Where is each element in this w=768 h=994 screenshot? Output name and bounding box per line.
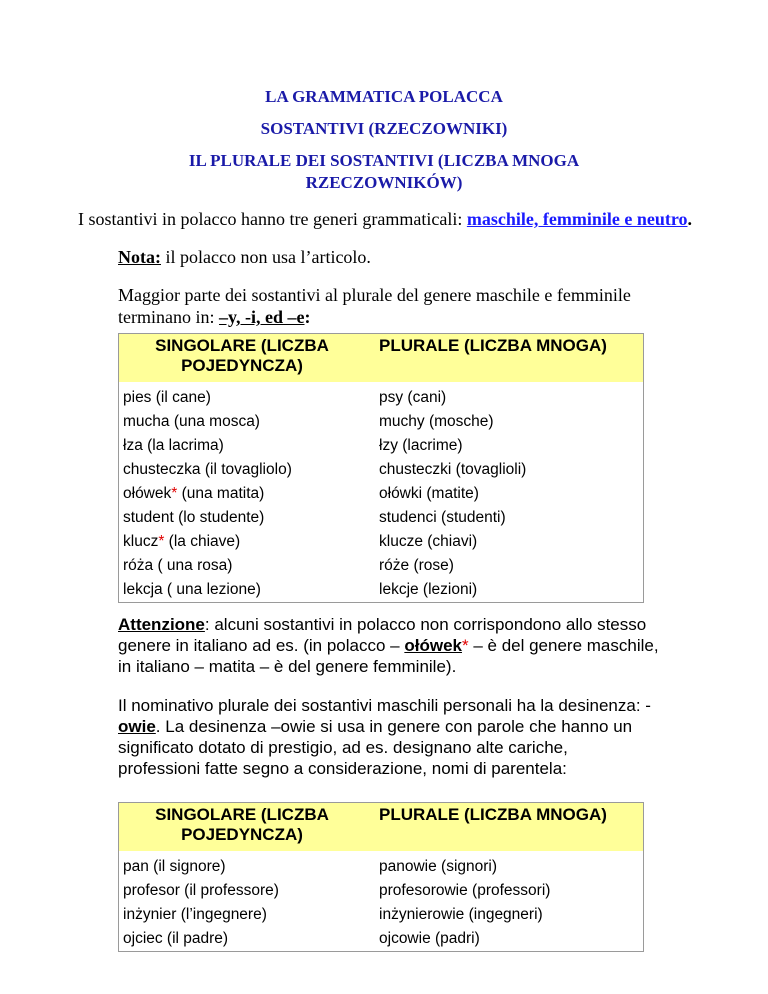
- page-title: LA GRAMMATICA POLACCA: [265, 87, 503, 106]
- cell-singular: inżynier (l’ingegnere): [123, 905, 267, 923]
- cell-plural: ołówki (matite): [379, 484, 479, 502]
- asterisk-mark: *: [158, 532, 165, 550]
- table-header-row: [119, 803, 644, 851]
- cell-singular: lekcja ( una lezione): [123, 580, 261, 598]
- cell-plural: panowie (signori): [379, 857, 498, 875]
- attenzione-word: ołówek: [404, 636, 462, 655]
- table-header-row: [119, 334, 644, 382]
- cell-singular: profesor (il professore): [123, 881, 279, 899]
- nominativo-paragraph: [118, 695, 653, 779]
- word-translation: (una matita): [177, 484, 265, 502]
- intro-end: .: [687, 209, 692, 229]
- singular-plural-table-2: [118, 802, 644, 952]
- intro-paragraph: [78, 208, 758, 230]
- cell-plural: studenci (studenti): [379, 508, 506, 526]
- plural-colon: :: [304, 307, 311, 327]
- cell-singular: [119, 482, 366, 506]
- word-translation: (la chiave): [164, 532, 241, 550]
- table-row: [119, 410, 644, 434]
- table-row: [119, 879, 644, 903]
- cell-plural: róże (rose): [379, 556, 454, 574]
- word-olowek: ołówek: [123, 484, 172, 502]
- topic-title-line1: IL PLURALE DEI SOSTANTIVI (LICZBA MNOGA: [188, 151, 580, 170]
- cell-singular: ojciec (il padre): [123, 929, 229, 947]
- singular-plural-table-1: [118, 333, 644, 603]
- nominativo-text-1: Il nominativo plurale dei sostantivi maschili personali ha la desinenza: -: [118, 696, 651, 715]
- cell-singular: [119, 530, 366, 554]
- header-plural: PLURALE (LICZBA MNOGA): [365, 334, 644, 382]
- plural-endings: –y, -i, ed –e: [218, 307, 305, 327]
- table-row: [119, 434, 644, 458]
- attenzione-paragraph: [118, 614, 663, 677]
- header-singular: SINGOLARE (LICZBA POJEDYNCZA): [119, 334, 366, 382]
- table-row: [119, 530, 644, 554]
- word-klucz: klucz: [123, 532, 159, 550]
- cell-plural: klucze (chiavi): [379, 532, 478, 550]
- nominativo-text-2: . La desinenza –owie si usa in genere con parole che hanno un significato dotato di prestigio, ad es. designano alte cariche, professioni fatte segno a considerazione, nomi di parentela:: [118, 717, 633, 778]
- cell-plural: inżynierowie (ingegneri): [379, 905, 543, 923]
- table-row: [119, 554, 644, 578]
- nota-paragraph: [118, 246, 718, 268]
- table-row: [119, 482, 644, 506]
- cell-singular: mucha (una mosca): [123, 412, 260, 430]
- table-row: [119, 506, 644, 530]
- cell-singular: róża ( una rosa): [123, 556, 233, 574]
- header-plural: PLURALE (LICZBA MNOGA): [365, 803, 644, 851]
- cell-singular: student (lo studente): [123, 508, 265, 526]
- table-row: [119, 382, 644, 410]
- attenzione-text-2: – è del genere maschile, in italiano – matita – è del genere femminile).: [118, 636, 659, 676]
- cell-singular: pan (il signore): [123, 857, 226, 875]
- cell-plural: profesorowie (professori): [379, 881, 551, 899]
- header-singular: SINGOLARE (LICZBA POJEDYNCZA): [119, 803, 366, 851]
- intro-text: I sostantivi in polacco hanno tre generi grammaticali:: [78, 209, 467, 229]
- asterisk-mark: *: [461, 636, 469, 655]
- table-row: [119, 903, 644, 927]
- table-row: [119, 927, 644, 952]
- cell-plural: muchy (mosche): [379, 412, 494, 430]
- nota-text: il polacco non usa l’articolo.: [161, 247, 371, 267]
- cell-singular: łza (la lacrima): [123, 436, 224, 454]
- cell-singular: chusteczka (il tovagliolo): [123, 460, 292, 478]
- attenzione-text-1: : alcuni sostantivi in polacco non corrispondono allo stesso genere in italiano ad es. (in polacco –: [118, 615, 647, 655]
- table-row: [119, 578, 644, 603]
- cell-plural: lekcje (lezioni): [379, 580, 478, 598]
- cell-plural: chusteczki (tovaglioli): [379, 460, 527, 478]
- nota-label: Nota:: [118, 247, 161, 267]
- table-row: [119, 851, 644, 879]
- table-row: [119, 458, 644, 482]
- section-title: SOSTANTIVI (RZECZOWNIKI): [260, 119, 508, 138]
- attenzione-label: Attenzione: [118, 615, 205, 634]
- cell-plural: łzy (lacrime): [379, 436, 463, 454]
- genders-link[interactable]: maschile, femminile e neutro: [466, 209, 688, 229]
- cell-plural: ojcowie (padri): [379, 929, 480, 947]
- asterisk-mark: *: [171, 484, 178, 502]
- cell-singular: pies (il cane): [123, 388, 211, 406]
- topic-title-line2: RZECZOWNIKÓW): [305, 173, 463, 192]
- nominativo-ending: owie: [118, 717, 156, 736]
- plural-rule-text: Maggior parte dei sostantivi al plurale del genere maschile e femminile terminano in:: [118, 285, 631, 327]
- plural-rule-paragraph: [118, 284, 653, 328]
- cell-plural: psy (cani): [379, 388, 447, 406]
